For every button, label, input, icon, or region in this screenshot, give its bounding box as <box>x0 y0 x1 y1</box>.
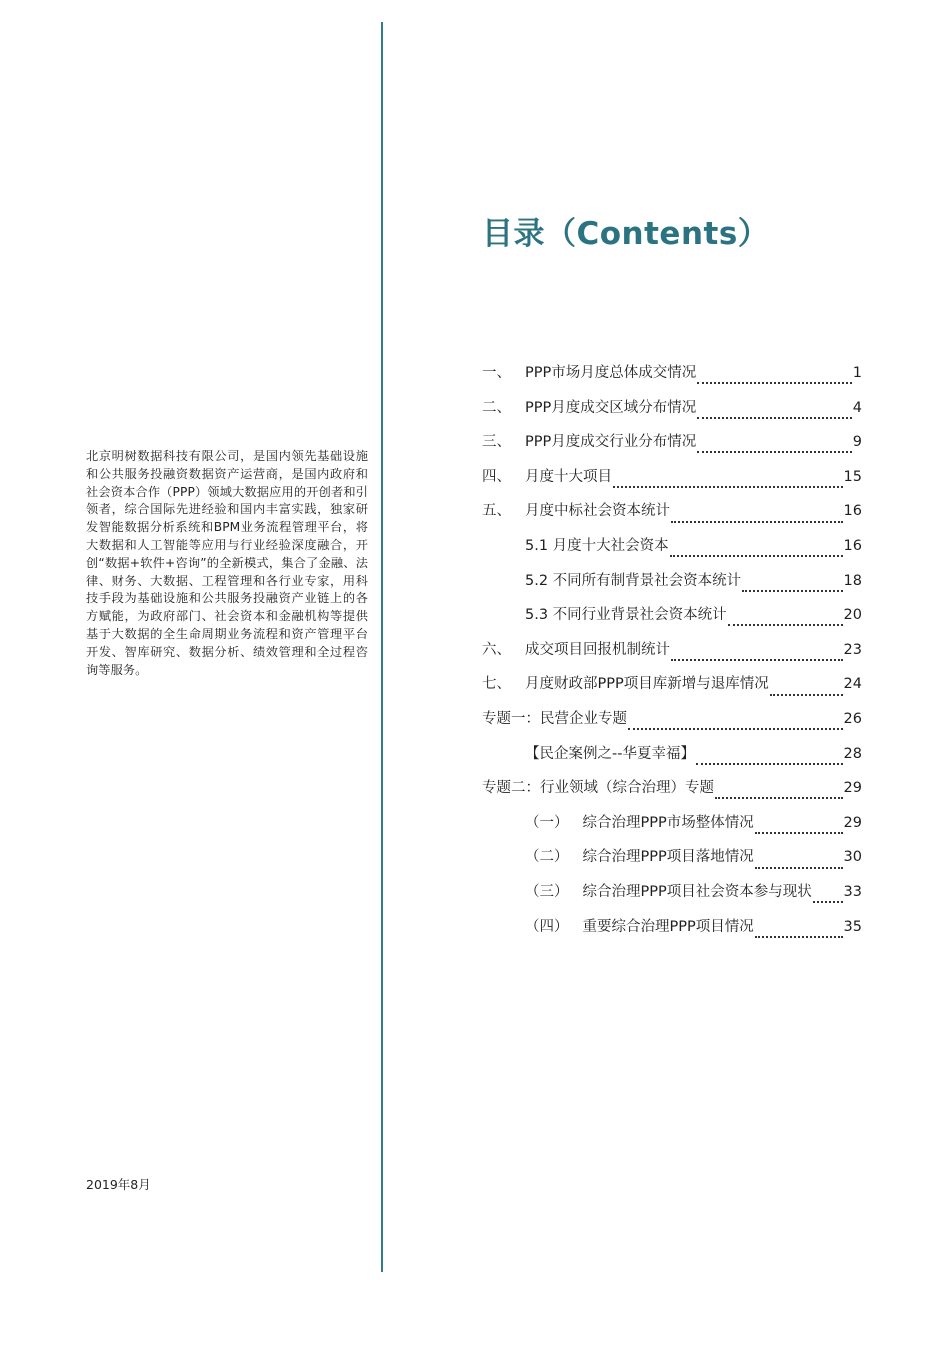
toc-dot-leader <box>813 901 843 903</box>
toc-dot-leader <box>742 590 842 592</box>
toc-entry-number: （三） <box>525 883 569 900</box>
toc-entry[interactable] <box>482 776 862 811</box>
toc-entry-number: 七、 <box>482 676 511 693</box>
toc-entry[interactable] <box>482 880 862 915</box>
toc-dot-leader <box>696 763 843 765</box>
toc-dot-leader <box>697 382 852 384</box>
toc-entry-label: 专题一：民营企业专题 <box>482 710 627 727</box>
toc-entry-label: 综合治理PPP项目落地情况 <box>582 849 754 866</box>
toc-entry-page: 23 <box>843 641 862 658</box>
toc-dot-leader <box>770 694 843 696</box>
toc-entry-page: 26 <box>843 710 862 727</box>
toc-entry[interactable] <box>482 569 862 604</box>
toc-entry-page: 16 <box>843 537 862 554</box>
toc-entry-label: 重要综合治理PPP项目情况 <box>582 918 754 935</box>
toc-entry-page: 18 <box>843 572 862 589</box>
toc-entry-number: （一） <box>525 814 569 831</box>
toc-entry[interactable] <box>482 603 862 638</box>
toc-entry-page: 24 <box>843 676 862 693</box>
toc-dot-leader <box>613 486 843 488</box>
toc-dot-leader <box>697 417 852 419</box>
toc-entry-label: 月度十大项目 <box>525 468 612 485</box>
toc-entry[interactable] <box>482 499 862 534</box>
toc-entry-label: 月度中标社会资本统计 <box>525 503 670 520</box>
toc-entry-number: 三、 <box>482 434 511 451</box>
toc-dot-leader <box>671 521 843 523</box>
vertical-divider <box>381 22 383 1272</box>
toc-entry[interactable] <box>482 465 862 500</box>
toc-entry-page: 30 <box>843 849 862 866</box>
toc-entry-number: 二、 <box>482 399 511 416</box>
toc-dot-leader <box>715 797 843 799</box>
toc-dot-leader <box>671 659 843 661</box>
toc-entry-page: 20 <box>843 607 862 624</box>
toc-entry[interactable] <box>482 672 862 707</box>
toc-dot-leader <box>755 936 843 938</box>
toc-dot-leader <box>697 451 852 453</box>
toc-entry[interactable] <box>482 811 862 846</box>
toc-dot-leader <box>628 728 843 730</box>
toc-entry-label: PPP月度成交区域分布情况 <box>525 399 697 416</box>
toc-entry-label: 专题二：行业领域（综合治理）专题 <box>482 780 714 797</box>
toc-entry-page: 16 <box>843 503 862 520</box>
toc-entry[interactable] <box>482 396 862 431</box>
toc-entry-label: 月度财政部PPP项目库新增与退库情况 <box>525 676 769 693</box>
toc-dot-leader <box>755 867 843 869</box>
toc-entry-page: 4 <box>852 399 862 416</box>
toc-entry-page: 29 <box>843 814 862 831</box>
toc-entry-page: 33 <box>843 883 862 900</box>
toc-entry[interactable] <box>482 742 862 777</box>
toc-entry-page: 15 <box>843 468 862 485</box>
toc-entry-page: 28 <box>843 745 862 762</box>
toc-entry-page: 35 <box>843 918 862 935</box>
toc-entry-number: 四、 <box>482 468 511 485</box>
toc-entry[interactable] <box>482 430 862 465</box>
toc-entry-label: 5.2 不同所有制背景社会资本统计 <box>525 572 742 589</box>
toc-entry-label: 综合治理PPP项目社会资本参与现状 <box>582 883 812 900</box>
publication-date: 2019年8月 <box>86 1177 151 1192</box>
toc-entry-number: （四） <box>525 918 569 935</box>
toc-entry-label: 5.1 月度十大社会资本 <box>525 537 669 554</box>
toc-entry-page: 9 <box>852 434 862 451</box>
toc-dot-leader <box>755 832 843 834</box>
toc-entry-label: PPP月度成交行业分布情况 <box>525 434 697 451</box>
toc-entry-number: 五、 <box>482 503 511 520</box>
toc-entry[interactable] <box>482 845 862 880</box>
toc-dot-leader <box>728 624 843 626</box>
toc-entry-page: 29 <box>843 780 862 797</box>
toc-entry-label: 成交项目回报机制统计 <box>525 641 670 658</box>
toc-entry[interactable] <box>482 638 862 673</box>
company-description: 北京明树数据科技有限公司，是国内领先基础设施和公共服务投融资数据资产运营商，是国内政府和社会资本合作（PPP）领域大数据应用的开创者和引领者，综合国际先进经验和国内丰富实践，独家研发智能数据分析系统和BPM业务流程管理平台，将大数据和人工智能等应用与行业经验深度融合，开创“数据+软件+咨询”的全新模式，集合了金融、法律、财务、大数据、工程管理和各行业专家，用科技手段为基础设施和公共服务投融资产业链上的各方赋能，为政府部门、社会资本和金融机构等提供基于大数据的全生命周期业务流程和资产管理平台开发、智库研究、数据分析、绩效管理和全过程咨询等服务。 <box>86 449 368 677</box>
toc-entry[interactable] <box>482 915 862 950</box>
toc-entry-label: 5.3 不同行业背景社会资本统计 <box>525 607 727 624</box>
table-of-contents <box>482 361 862 949</box>
toc-entry[interactable] <box>482 361 862 396</box>
toc-entry[interactable] <box>482 707 862 742</box>
toc-dot-leader <box>670 555 843 557</box>
toc-entry-page: 1 <box>852 365 862 381</box>
toc-entry-number: 六、 <box>482 641 511 658</box>
toc-entry-label: 【民企案例之--华夏幸福】 <box>525 745 695 762</box>
toc-entry-number: 一、 <box>482 365 511 381</box>
toc-entry-number: （二） <box>525 849 569 866</box>
toc-title: 目录（Contents） <box>482 216 770 252</box>
toc-entry[interactable] <box>482 534 862 569</box>
toc-entry-label: PPP市场月度总体成交情况 <box>525 365 697 381</box>
toc-entry-label: 综合治理PPP市场整体情况 <box>582 814 754 831</box>
